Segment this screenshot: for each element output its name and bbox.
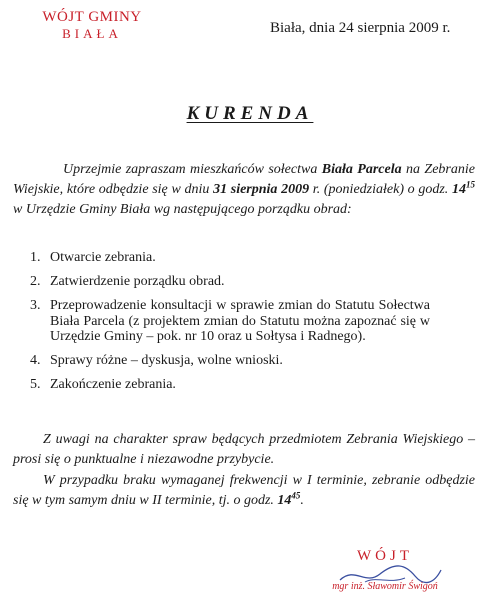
signature-title: WÓJT: [357, 548, 413, 564]
agenda-item: [30, 250, 430, 266]
invitation-paragraph: [13, 160, 475, 220]
intro-text-2: na Zebranie Wiejskie, które odbędzie się w dniu: [13, 162, 475, 197]
document-title: KURENDA: [186, 103, 314, 124]
intro-text-4: w Urzędzie Gminy Biała wg następującego porządku obrad:: [13, 202, 352, 217]
intro-text-3: r. (poniedziałek) o godz.: [309, 182, 452, 197]
meeting-date: 31 sierpnia 2009: [213, 182, 310, 197]
agenda-item: [30, 298, 430, 345]
agenda-item: [30, 353, 430, 369]
agenda-item-text: Otwarcie zebrania.: [50, 250, 156, 265]
agenda-item-text: Zakończenie zebrania.: [50, 376, 176, 392]
meeting-minutes: 15: [465, 179, 475, 190]
intro-text-1: Uprzejmie zapraszam mieszkańców sołectwa: [63, 162, 322, 177]
quorum-note: [13, 471, 475, 511]
meeting-hour: 14: [451, 182, 466, 197]
agenda-item-text: Zatwierdzenie porządku obrad.: [50, 274, 225, 289]
office-stamp: [32, 8, 152, 42]
second-term-minutes: 45: [291, 490, 301, 501]
agenda-item: [30, 274, 430, 290]
signatory-name: mgr inż. Sławomir Świgoń: [332, 581, 438, 592]
quorum-note-text: W przypadku braku wymaganej frekwencji w I terminie, zebranie odbędzie się w tym samym dniu w II terminie, tj. o godz.: [13, 473, 475, 508]
agenda-item: [30, 377, 430, 393]
place-and-date: Biała, dnia 24 sierpnia 2009 r.: [270, 20, 451, 36]
agenda-item-number: 5.: [30, 376, 41, 392]
stamp-line-1: WÓJT GMINY: [42, 9, 142, 25]
village-name: Biała Parcela: [321, 162, 402, 177]
punctuality-note: Z uwagi na charakter spraw będących przedmiotem Zebrania Wiejskiego – prosi się o punktualne i niezawodne przybycie.: [13, 432, 475, 467]
agenda-item-number: 4.: [30, 352, 41, 368]
agenda-list: [30, 250, 430, 401]
stamp-line-2: BIAŁA: [62, 26, 122, 41]
agenda-item-text: Przeprowadzenie konsultacji w sprawie zmian do Statutu Sołectwa Biała Parcela (z projektem zmian do Statutu można zapoznać się w Urzędzie Gminy – pok. nr 10 oraz u Sołtysa i Radnego).: [50, 298, 430, 344]
second-term-hour: 14: [277, 493, 292, 508]
agenda-item-number: 1.: [30, 250, 41, 265]
quorum-note-end: .: [300, 493, 304, 508]
agenda-item-number: 3.: [30, 298, 41, 313]
agenda-item-number: 2.: [30, 274, 41, 289]
signature-block: [300, 548, 470, 598]
agenda-item-text: Sprawy różne – dyskusja, wolne wnioski.: [50, 352, 283, 368]
